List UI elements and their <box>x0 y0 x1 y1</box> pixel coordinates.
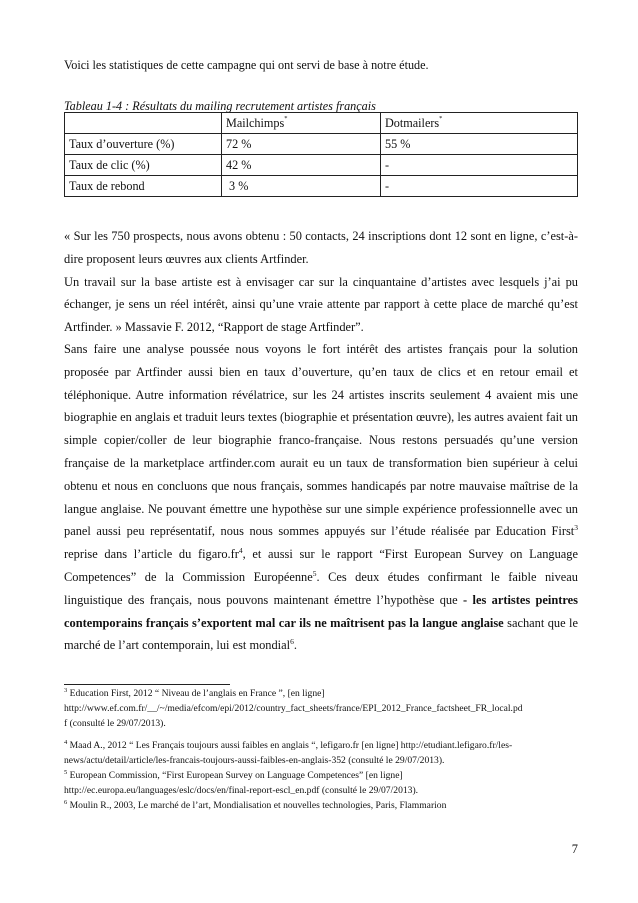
analysis-paragraph <box>64 338 578 657</box>
table-cell: 72 % <box>222 134 381 155</box>
table-row <box>65 134 578 155</box>
header-mark: * <box>439 114 443 122</box>
hypothesis-bold: - les artistes peintres contemporains français s’exportent mal car ils ne maîtrisent pas la langue anglaise <box>64 592 578 630</box>
footnote-number: 5 <box>64 768 68 776</box>
table-cell: 42 % <box>222 155 381 176</box>
footnote-line <box>64 768 578 783</box>
analysis-part-2: reprise dans l’article du figaro.fr <box>64 547 239 562</box>
footnote <box>64 738 578 768</box>
table-caption: Tableau 1-4 : Résultats du mailing recrutement artistes français <box>64 99 376 113</box>
footnote <box>64 768 578 798</box>
table-cell: Taux de clic (%) <box>65 155 222 176</box>
footnote <box>64 798 578 813</box>
header-dotmailers: Dotmailers <box>385 115 440 130</box>
table-row <box>65 176 578 197</box>
quote-line-1: « Sur les 750 prospects, nous avons obtenu : 50 contacts, 24 inscriptions dont 12 sont en ligne, c’est-à-dire proposent leurs œuvres aux clients Artfinder. <box>64 229 578 266</box>
footnote-number: 6 <box>64 798 68 806</box>
footnote-number: 4 <box>64 738 68 746</box>
analysis-part-6: . <box>293 638 297 653</box>
footnote-number: 3 <box>64 686 68 694</box>
footnote-ref[interactable]: 3 <box>574 523 578 533</box>
table-row <box>65 155 578 176</box>
results-table <box>64 112 578 197</box>
footnote-text: Education First, 2012 “ Niveau de l’anglais en France ”, [en ligne] <box>67 688 325 699</box>
footnote-ref[interactable]: 6 <box>290 637 294 647</box>
footnote-divider <box>64 684 230 685</box>
table-header-cell <box>65 113 222 134</box>
header-mark: * <box>284 114 288 122</box>
table-cell: 55 % <box>381 134 578 155</box>
footnote-ref[interactable]: 4 <box>238 546 243 556</box>
table-cell: Taux d’ouverture (%) <box>65 134 222 155</box>
analysis-part-1: Sans faire une analyse poussée nous voyons le fort intérêt des artistes français pour la solution proposée par Artfinder aussi bien en taux d’ouverture, qu’en taux de clics et en retour email et téléphonique. Autre information révélatrice, sur les 24 artistes inscrits seulement 4 avaient mis une biographie en anglais et traduit leurs textes (biographie et présentation œuvre), les autres avaient fait un simple copier/coller de leur biographie franco-française. Nous restons persuadés qu’une version française de la marketplace artfinder.com aurait eu un taux de transformation bien supérieur à celui obtenu et nous en concluons que nous français, sommes handicapés par notre mauvaise maîtrise de la langue anglaise. Ne pouvant émettre une hypothèse sur une simple expérience professionnelle avec un panel aussi peu représentatif, nous nous sommes appuyés sur l’étude réalisée par Education First <box>64 342 578 539</box>
footnote <box>64 686 578 731</box>
quote-paragraph <box>64 225 578 339</box>
analysis-part-3: , et aussi sur le rapport “First European Survey on Language Competences” de la Commission Européenne <box>64 547 578 584</box>
analysis-part-4: . Ces deux études confirmant le faible niveau linguistique des français, nous pouvons maintenant émettre l’hypothèse que <box>64 569 578 607</box>
footnote-line <box>64 686 578 701</box>
footnote-line <box>64 798 578 813</box>
table-header-cell <box>222 113 381 134</box>
page-number: 7 <box>571 842 578 856</box>
footnote-text: Maad A., 2012 “ Les Français toujours aussi faibles en anglais “, lefigaro.fr [en ligne] http://etudiant.lefigaro.fr/les- <box>67 740 513 751</box>
table-header-cell <box>381 113 578 134</box>
analysis-part-5: sachant que le marché de l’art contemporain, lui est mondial <box>64 615 578 653</box>
table-cell: - <box>381 176 578 197</box>
footnote-link[interactable]: http://www.ef.com.fr/__/~/media/efcom/epi/2012/country_fact_sheets/france/EPI_2012_France_factsheet_FR_local.pd <box>64 703 523 714</box>
table-header-row <box>65 113 578 134</box>
footnote-text: Moulin R., 2003, Le marché de l’art, Mondialisation et nouvelles technologies, Paris, Flammarion <box>67 800 447 811</box>
footnote-line: f (consulté le 29/07/2013). <box>64 718 166 729</box>
table-cell: Taux de rebond <box>65 176 222 197</box>
table-cell: 3 % <box>222 176 381 197</box>
footnote-ref[interactable]: 5 <box>312 568 317 578</box>
table-cell: - <box>381 155 578 176</box>
footnote-text: European Commission, “First European Survey on Language Competences” [en ligne] <box>67 770 403 781</box>
analysis-text <box>64 338 578 657</box>
footnote-link[interactable]: http://ec.europa.eu/languages/eslc/docs/en/final-report-escl_en.pdf (consulté le 29/07/2013). <box>64 785 419 796</box>
quote-line-2: Un travail sur la base artiste est à envisager car sur la cinquantaine d’artistes avec lesquels j’ai pu échanger, je sens un réel intérêt, ainsi qu’une vraie attente par rapport à cette place de marché qu’est Artfinder. » Massavie F. 2012, “Rapport de stage Artfinder”. <box>64 274 578 335</box>
header-mailchimps: Mailchimps <box>226 115 285 130</box>
intro-text: Voici les statistiques de cette campagne qui ont servi de base à notre étude. <box>64 58 429 72</box>
footnote-link[interactable]: news/actu/detail/article/les-francais-toujours-aussi-faibles-en-anglais-352 (consulté le 29/07/2013). <box>64 755 445 766</box>
footnote-line <box>64 738 578 753</box>
